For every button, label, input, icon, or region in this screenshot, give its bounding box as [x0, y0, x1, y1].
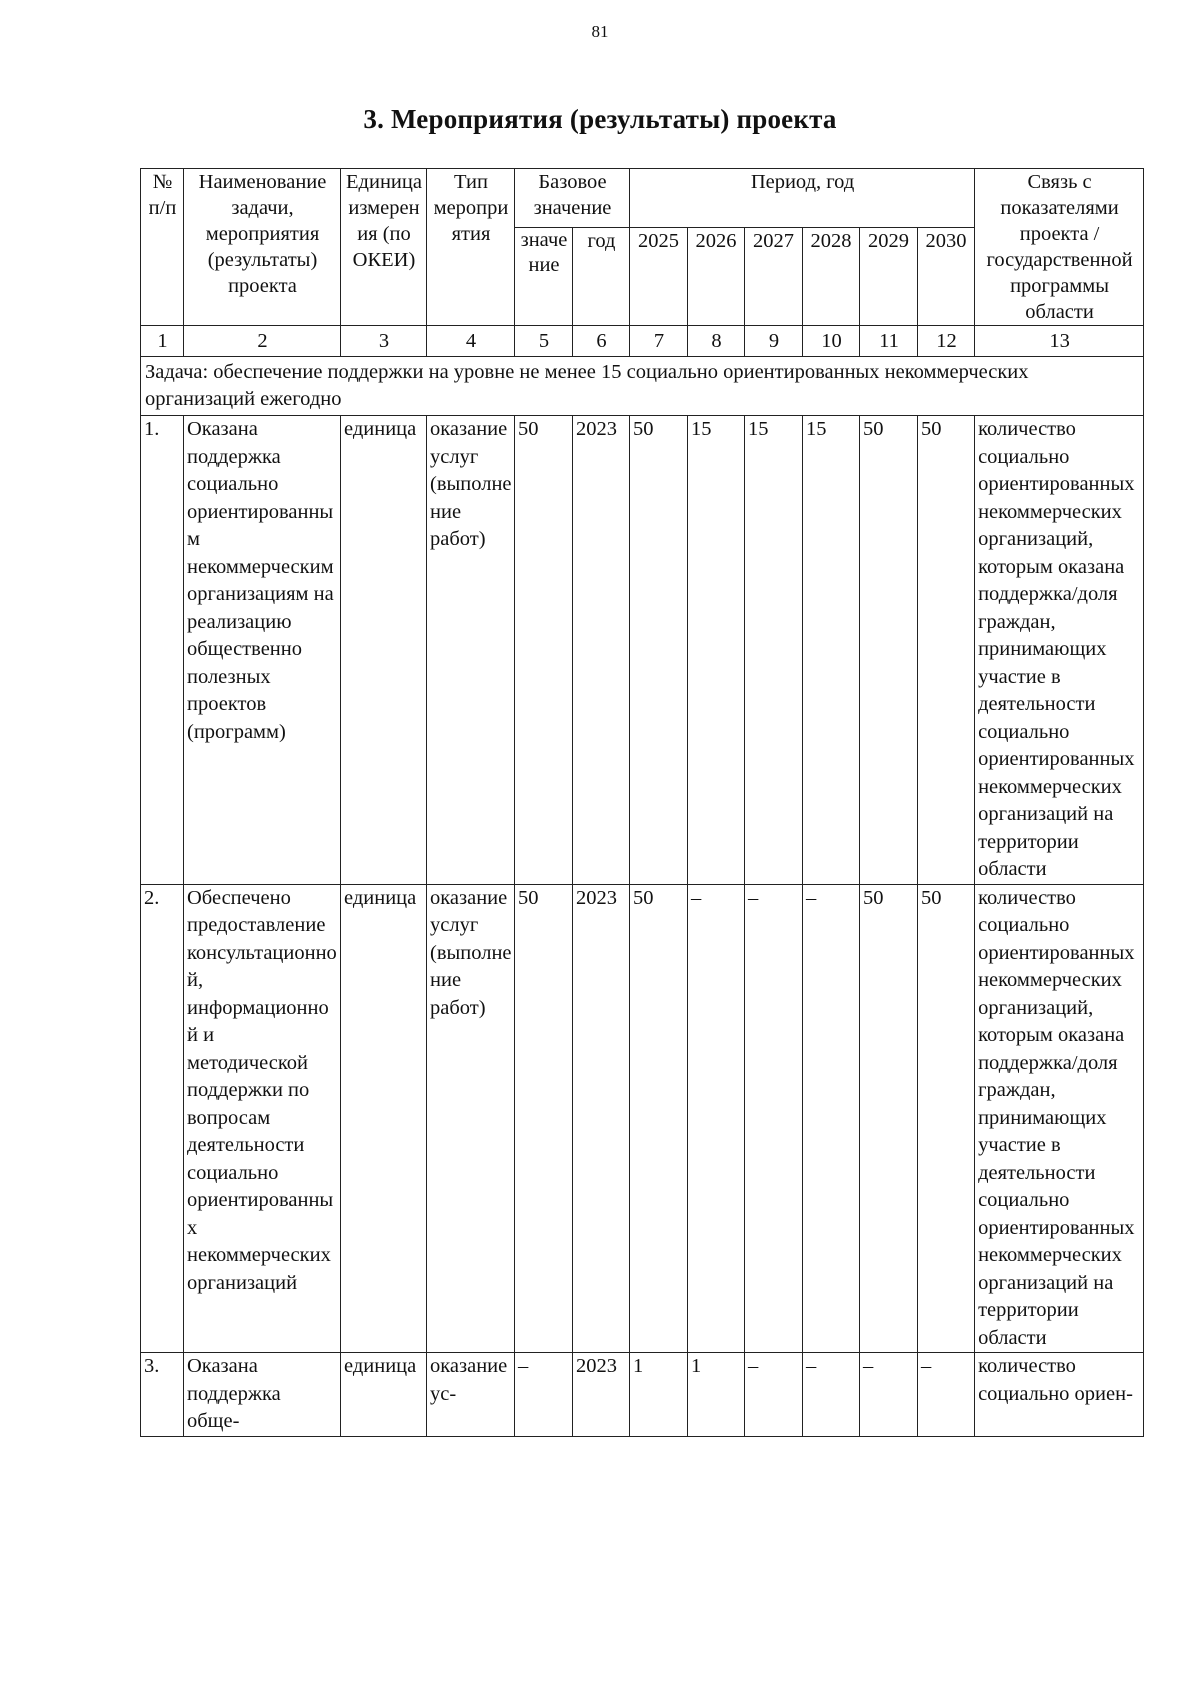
unit: единица: [341, 884, 427, 1353]
activity-type: оказание ус-: [427, 1353, 515, 1437]
column-number: 11: [860, 326, 918, 357]
header-year-2029: 2029: [860, 228, 918, 326]
value-2028: –: [803, 1353, 860, 1437]
value-2027: –: [745, 884, 803, 1353]
value-2026: –: [688, 884, 745, 1353]
unit: единица: [341, 416, 427, 885]
value-2027: –: [745, 1353, 803, 1437]
column-number-row: [141, 326, 1144, 357]
indicator-link: количество социально ориентированных некоммерческих организаций, которым оказана поддержка/доля граждан, принимающих участие в деятельности социально ориентированных некоммерческих организаций на территории области: [975, 884, 1144, 1353]
column-number: 10: [803, 326, 860, 357]
column-number: 9: [745, 326, 803, 357]
value-2030: 50: [918, 884, 975, 1353]
column-number: 12: [918, 326, 975, 357]
table-row: [141, 1353, 1144, 1437]
header-year-2027: 2027: [745, 228, 803, 326]
header-period: Период, год: [630, 169, 975, 228]
column-number: 8: [688, 326, 745, 357]
value-2028: –: [803, 884, 860, 1353]
row-number: 3.: [141, 1353, 184, 1437]
header-row-1: [141, 169, 1144, 228]
value-2028: 15: [803, 416, 860, 885]
page-title: 3. Мероприятия (результаты) проекта: [363, 104, 837, 134]
column-number: 7: [630, 326, 688, 357]
base-value: 50: [515, 884, 573, 1353]
column-number: 1: [141, 326, 184, 357]
header-base-value-year: год: [573, 228, 630, 326]
header-base-value-value: значение: [515, 228, 573, 326]
column-number: 2: [184, 326, 341, 357]
table-row: [141, 884, 1144, 1353]
page-number: 81: [591, 22, 609, 41]
activity-name: Оказана поддержка обще-: [184, 1353, 341, 1437]
value-2027: 15: [745, 416, 803, 885]
header-name: Наименование задачи, мероприятия (результаты) проекта: [184, 169, 341, 326]
column-number: 13: [975, 326, 1144, 357]
base-year: 2023: [573, 884, 630, 1353]
header-year-2030: 2030: [918, 228, 975, 326]
value-2029: 50: [860, 416, 918, 885]
task-description: Задача: обеспечение поддержки на уровне не менее 15 социально ориентированных некоммерческих организаций ежегодно: [141, 357, 1144, 416]
value-2025: 50: [630, 416, 688, 885]
value-2025: 50: [630, 884, 688, 1353]
row-number: 1.: [141, 416, 184, 885]
value-2030: –: [918, 1353, 975, 1437]
column-number: 6: [573, 326, 630, 357]
activity-type: оказание услуг (выполнение работ): [427, 416, 515, 885]
header-type: Тип мероприятия: [427, 169, 515, 326]
base-year: 2023: [573, 1353, 630, 1437]
activity-name: Обеспечено предоставление консультационной, информационной и методической поддержки по вопросам деятельности социально ориентированных некоммерческих организаций: [184, 884, 341, 1353]
activity-type: оказание услуг (выполнение работ): [427, 884, 515, 1353]
base-value: –: [515, 1353, 573, 1437]
header-link: Связь с показателями проекта /государственной программы области: [975, 169, 1144, 326]
header-base-value: Базовое значение: [515, 169, 630, 228]
header-year-2028: 2028: [803, 228, 860, 326]
value-2026: 15: [688, 416, 745, 885]
base-value: 50: [515, 416, 573, 885]
value-2030: 50: [918, 416, 975, 885]
base-year: 2023: [573, 416, 630, 885]
project-activities-table: [140, 168, 1144, 1437]
indicator-link: количество социально ориентированных некоммерческих организаций, которым оказана поддержка/доля граждан, принимающих участие в деятельности социально ориентированных некоммерческих организаций на территории области: [975, 416, 1144, 885]
value-2029: –: [860, 1353, 918, 1437]
activity-name: Оказана поддержка социально ориентированным некоммерческим организациям на реализацию общественно полезных проектов (программ): [184, 416, 341, 885]
column-number: 5: [515, 326, 573, 357]
value-2025: 1: [630, 1353, 688, 1437]
task-row: [141, 357, 1144, 416]
header-number: № п/п: [141, 169, 184, 326]
value-2029: 50: [860, 884, 918, 1353]
column-number: 3: [341, 326, 427, 357]
indicator-link: количество социально ориен-: [975, 1353, 1144, 1437]
table-row: [141, 416, 1144, 885]
value-2026: 1: [688, 1353, 745, 1437]
unit: единица: [341, 1353, 427, 1437]
row-number: 2.: [141, 884, 184, 1353]
header-year-2026: 2026: [688, 228, 745, 326]
header-unit: Единица измерения (по ОКЕИ): [341, 169, 427, 326]
column-number: 4: [427, 326, 515, 357]
header-year-2025: 2025: [630, 228, 688, 326]
